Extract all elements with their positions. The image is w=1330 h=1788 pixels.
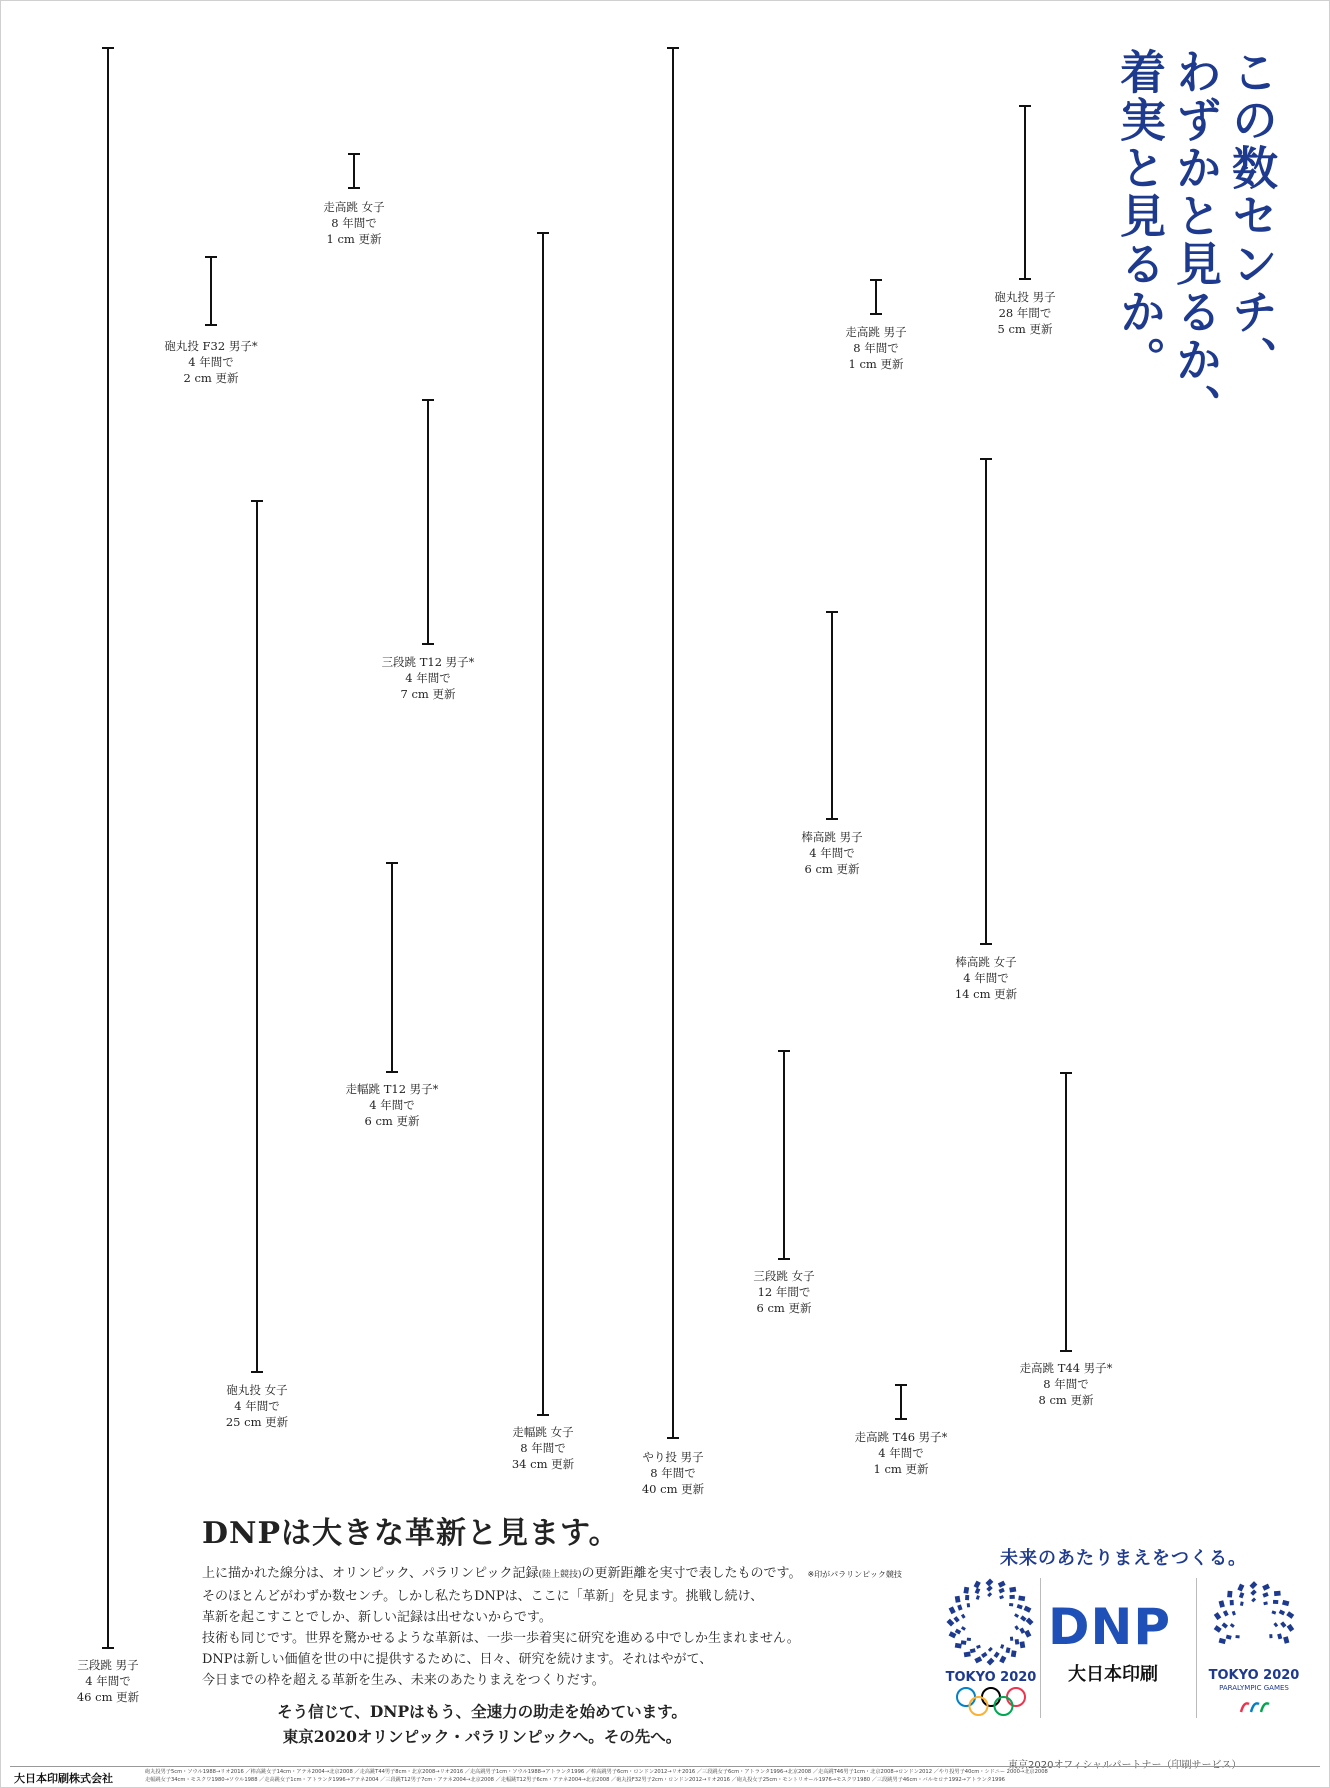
record-bar — [1060, 1072, 1072, 1352]
record-label-shot-put-women: 砲丸投 女子 4 年間で 25 cm 更新 — [225, 1383, 289, 1429]
headline-line: 着実と見るか。 — [1113, 48, 1167, 384]
record-bar — [895, 1384, 907, 1420]
record-bar — [778, 1050, 790, 1260]
record-bar — [667, 47, 679, 1439]
record-bar — [826, 611, 838, 820]
body-line: 技術も同じです。世界を驚かせるような革新は、一歩一歩着実に研究を進める中でしか生まれません。 — [202, 1631, 800, 1646]
credits-line: 走幅跳女子34cm・モスクワ1980→ソウル1988 ／走高跳女子1cm・アトランタ1996→アテネ2004 ／三段跳T12男子7cm・アテネ2004→北京2008 ／走幅跳T12男子6cm・アテネ2004→北京2008 ／砲丸投F32男子2cm・ロンドン2012→リオ2016 ／砲丸投女子25cm・モントリオール1976→モスクワ1980 ／三段跳男子46cm・バルセロナ1992→アトランタ1996 — [145, 1777, 1005, 1783]
record-label-pole-vault-women: 棒高跳 女子 4 年間で 14 cm 更新 — [954, 955, 1018, 1001]
closing-copy — [202, 1699, 762, 1749]
paralympic-note: ※印がパラリンピック競技 — [807, 1570, 902, 1579]
tokyo-2020-olympic-emblem — [944, 1576, 1036, 1668]
record-label-long-jump-women: 走幅跳 女子 8 年間で 34 cm 更新 — [511, 1425, 575, 1471]
credits-line: 砲丸投男子5cm・ソウル1988→リオ2016 ／棒高跳女子14cm・アテネ2004→北京2008 ／走高跳T44男子8cm・北京2008→リオ2016 ／走高跳男子1cm・ソウル1988→アトランタ1996 ／棒高跳男子6cm・ロンドン2012→リオ2016 ／三段跳女子6cm・アトランタ1996→北京2008 ／走高跳T46男子1cm・北京2008→ロンドン2012 ／やり投男子40cm・シドニー 2000→北京2008 — [145, 1769, 1048, 1775]
record-bar — [348, 153, 360, 189]
body-line: DNPは新しい価値を世の中に提供するために、日々、研究を続けます。それはやがて、 — [202, 1652, 713, 1667]
record-label-pole-vault-men: 棒高跳 男子 4 年間で 6 cm 更新 — [801, 830, 863, 876]
record-bar — [251, 500, 263, 1373]
record-bar — [102, 47, 114, 1649]
paralympic-sublabel: PARALYMPIC GAMES — [1219, 1684, 1289, 1692]
record-label-high-jump-t46-men: 走高跳 T46 男子* 4 年間で 1 cm 更新 — [854, 1430, 948, 1476]
paralympic-label: TOKYO 2020 — [1208, 1668, 1300, 1683]
record-bar — [537, 232, 549, 1416]
record-label-high-jump-men: 走高跳 男子 8 年間で 1 cm 更新 — [845, 325, 907, 371]
footer-divider — [10, 1766, 1320, 1767]
body-line: 革新を起こすことでしか、新しい記録は出せないからです。 — [202, 1610, 552, 1625]
record-label-long-jump-t12-men: 走幅跳 T12 男子* 4 年間で 6 cm 更新 — [345, 1082, 439, 1128]
closing-line: そう信じて、DNPはもう、全速力の助走を始めています。 — [277, 1702, 687, 1721]
body-line: 今日までの枠を超える革新を生み、未来のあたりまえをつくりだす。 — [202, 1673, 605, 1688]
record-label-triple-jump-t12-men: 三段跳 T12 男子* 4 年間で 7 cm 更新 — [381, 655, 475, 701]
record-label-high-jump-t44-men: 走高跳 T44 男子* 8 年間で 8 cm 更新 — [1019, 1361, 1113, 1407]
body-line: 上に描かれた線分は、オリンピック、パラリンピック記録(陸上競技)の更新距離を実寸で表したものです。 ※印がパラリンピック競技 — [202, 1566, 902, 1581]
record-bar — [205, 256, 217, 326]
record-bar — [980, 458, 992, 945]
company-name: 大日本印刷株式会社 — [14, 1772, 113, 1785]
dnp-japanese-name: 大日本印刷 — [1068, 1664, 1158, 1685]
record-label-triple-jump-men: 三段跳 男子 4 年間で 46 cm 更新 — [76, 1658, 140, 1704]
body-title: DNPは大きな革新と見ます。 — [202, 1516, 620, 1551]
logo-divider — [1040, 1578, 1041, 1718]
headline — [1113, 48, 1280, 1098]
tagline: 未来のあたりまえをつくる。 — [1000, 1548, 1247, 1569]
record-label-javelin-men: やり投 男子 8 年間で 40 cm 更新 — [641, 1450, 705, 1496]
record-label-shot-put-f32-men: 砲丸投 F32 男子* 4 年間で 2 cm 更新 — [164, 339, 258, 385]
body-line: そのほとんどがわずか数センチ。しかし私たちDNPは、ここに「革新」を見ます。挑戦し続け、 — [202, 1589, 764, 1604]
headline-line: わずかと見るか、 — [1169, 48, 1223, 432]
record-label-shot-put-men: 砲丸投 男子 28 年間で 5 cm 更新 — [994, 290, 1056, 336]
agitos-icon — [1238, 1698, 1272, 1718]
headline-line: この数センチ、 — [1225, 48, 1279, 384]
logo-divider — [1196, 1578, 1197, 1718]
record-bar — [422, 399, 434, 645]
body-text — [202, 1563, 902, 1691]
record-label-high-jump-women: 走高跳 女子 8 年間で 1 cm 更新 — [323, 200, 385, 246]
tokyo-2020-paralympic-emblem — [1212, 1576, 1296, 1666]
olympic-label: TOKYO 2020 — [945, 1670, 1037, 1685]
dnp-logo: DNP — [1048, 1598, 1171, 1656]
record-label-triple-jump-women: 三段跳 女子 12 年間で 6 cm 更新 — [753, 1269, 815, 1315]
record-bar — [870, 279, 882, 315]
olympic-rings-icon — [954, 1685, 1028, 1719]
record-bar — [1019, 105, 1031, 280]
record-credits — [145, 1768, 1048, 1784]
record-bar — [386, 862, 398, 1073]
closing-line: 東京2020オリンピック・パラリンピックへ。その先へ。 — [282, 1727, 682, 1746]
